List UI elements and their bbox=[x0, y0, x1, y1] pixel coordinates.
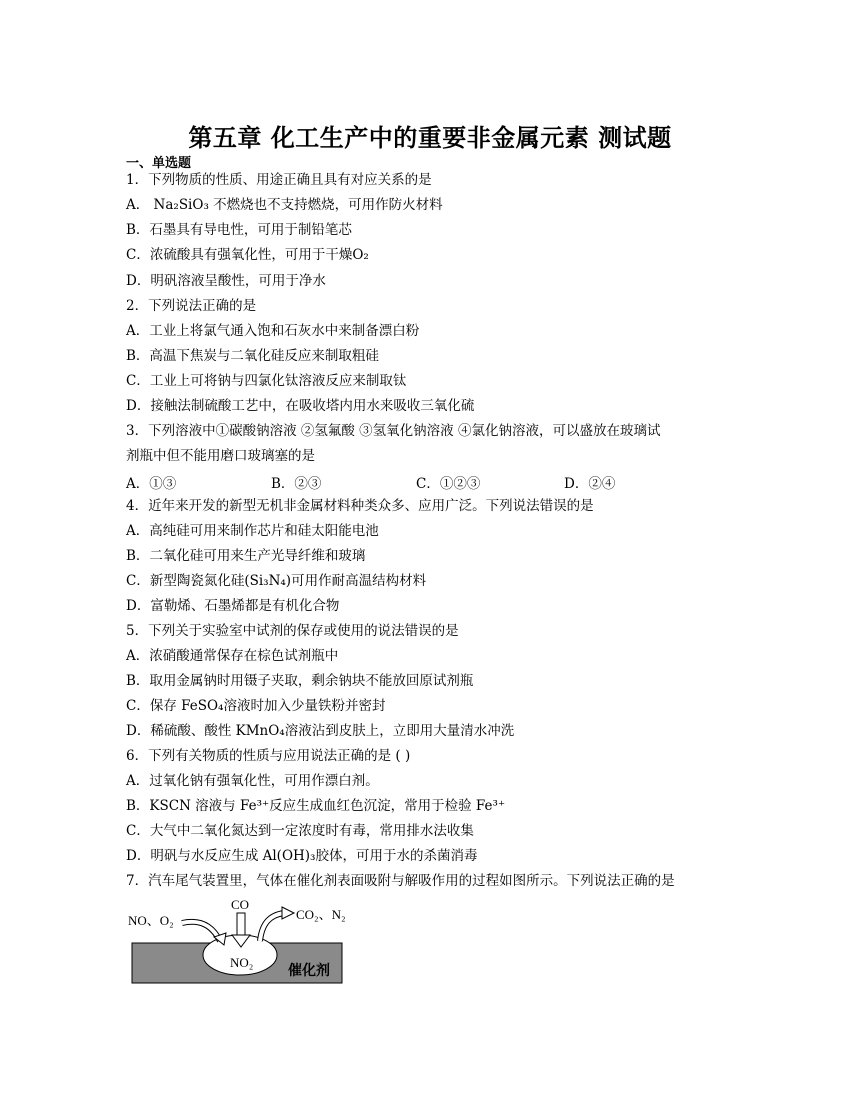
question-3-option-b: B．②③ bbox=[271, 476, 322, 492]
question-1-stem: 1．下列物质的性质、用途正确且具有对应关系的是 bbox=[126, 172, 432, 188]
diagram-in-label: NO、O₂ bbox=[128, 913, 174, 928]
question-5-option-a: A．浓硝酸通常保存在棕色试剂瓶中 bbox=[126, 648, 339, 664]
question-3-option-d: D．②④ bbox=[564, 476, 616, 492]
co-arrow bbox=[237, 913, 245, 935]
question-3-stem: 3．下列溶液中①碳酸钠溶液 ②氢氟酸 ③氢氧化钠溶液 ④氯化钠溶液，可以盛放在玻璃试 bbox=[126, 423, 661, 439]
question-4-stem: 4．近年来开发的新型无机非金属材料种类众多、应用广泛。下列说法错误的是 bbox=[126, 498, 594, 514]
page-title: 第五章 化工生产中的重要非金属元素 测试题 bbox=[188, 124, 672, 152]
diagram-top-label: CO bbox=[231, 897, 250, 912]
question-2-stem: 2．下列说法正确的是 bbox=[126, 298, 257, 314]
question-6-stem: 6．下列有关物质的性质与应用说法正确的是 ( ) bbox=[126, 748, 411, 764]
question-1-option-b: B．石墨具有导电性，可用于制铅笔芯 bbox=[126, 222, 352, 238]
question-3-stem-continued: 剂瓶中但不能用磨口玻璃塞的是 bbox=[126, 448, 315, 464]
question-3-options bbox=[126, 472, 746, 490]
question-4-option-a: A．高纯硅可用来制作芯片和硅太阳能电池 bbox=[126, 523, 379, 539]
question-5-stem: 5．下列关于实验室中试剂的保存或使用的说法错误的是 bbox=[126, 623, 459, 639]
question-4-option-b: B．二氧化硅可用来生产光导纤维和玻璃 bbox=[126, 548, 366, 564]
question-5-option-d: D．稀硫酸、酸性 KMnO₄溶液沾到皮肤上，立即用大量清水冲洗 bbox=[126, 723, 515, 739]
diagram-out-label: CO₂、N₂ bbox=[296, 907, 346, 922]
question-5-option-c: C．保存 FeSO₄溶液时加入少量铁粉并密封 bbox=[126, 698, 386, 714]
question-4-option-c: C．新型陶瓷氮化硅(Si₃N₄)可用作耐高温结构材料 bbox=[126, 573, 427, 589]
catalyst-diagram bbox=[120, 895, 360, 990]
question-3-option-c: C．①②③ bbox=[416, 476, 481, 492]
question-7-stem: 7．汽车尾气装置里，气体在催化剂表面吸附与解吸作用的过程如图所示。下列说法正确的是 bbox=[126, 873, 675, 889]
question-6-option-d: D．明矾与水反应生成 Al(OH)₃胶体，可用于水的杀菌消毒 bbox=[126, 848, 478, 864]
diagram-catalyst-label: 催化剂 bbox=[288, 963, 330, 979]
question-1-option-c: C．浓硫酸具有强氧化性，可用于干燥O₂ bbox=[126, 247, 369, 263]
question-2-option-a: A．工业上将氯气通入饱和石灰水中来制备漂白粉 bbox=[126, 323, 420, 339]
question-1-option-a: A． Na₂SiO₃ 不燃烧也不支持燃烧，可用作防火材料 bbox=[126, 197, 443, 213]
question-3-option-a: A．①③ bbox=[126, 476, 177, 492]
section-heading: 一、单选题 bbox=[126, 156, 192, 171]
diagram-center-label: NO₂ bbox=[230, 955, 254, 970]
question-4-option-d: D．富勒烯、石墨烯都是有机化合物 bbox=[126, 598, 340, 614]
question-6-option-c: C．大气中二氧化氮达到一定浓度时有毒，常用排水法收集 bbox=[126, 823, 474, 839]
question-5-option-b: B．取用金属钠时用镊子夹取，剩余钠块不能放回原试剂瓶 bbox=[126, 673, 474, 689]
question-2-option-c: C．工业上可将钠与四氯化钛溶液反应来制取钛 bbox=[126, 373, 407, 389]
question-1-option-d: D．明矾溶液呈酸性，可用于净水 bbox=[126, 273, 326, 289]
question-6-option-a: A．过氧化钠有强氧化性，可用作漂白剂。 bbox=[126, 773, 379, 789]
question-2-option-d: D．接触法制硫酸工艺中，在吸收塔内用水来吸收三氧化硫 bbox=[126, 398, 475, 414]
question-6-option-b: B．KSCN 溶液与 Fe³⁺反应生成血红色沉淀，常用于检验 Fe³⁺ bbox=[126, 798, 506, 814]
question-2-option-b: B．高温下焦炭与二氧化硅反应来制取粗硅 bbox=[126, 348, 379, 364]
